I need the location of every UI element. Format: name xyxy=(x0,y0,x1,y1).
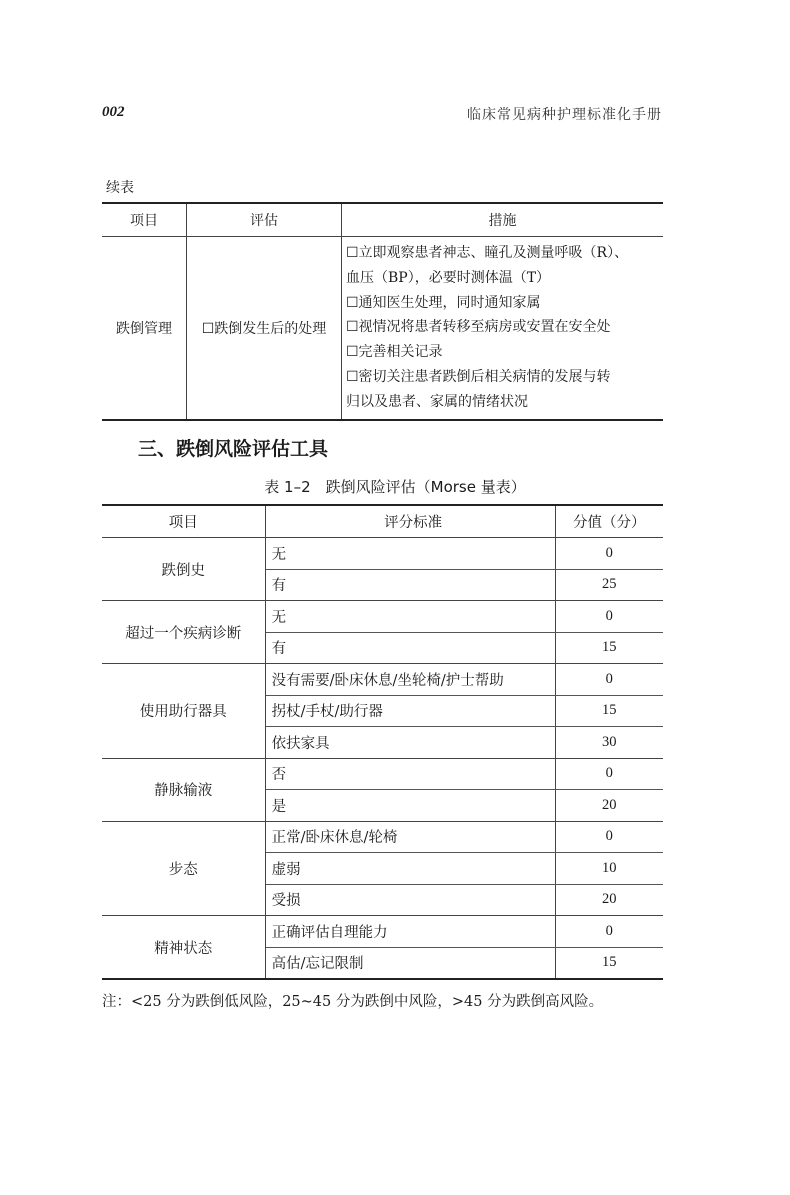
measure-line: 血压（BP），必要时测体温（T） xyxy=(346,269,551,286)
running-header-title: 临床常见病种护理标准化手册 xyxy=(467,107,662,123)
morse-scale-table xyxy=(102,504,663,980)
table-row xyxy=(102,664,663,696)
score-cell: 30 xyxy=(555,727,663,759)
page-number: 002 xyxy=(102,104,125,120)
table-row xyxy=(102,916,663,948)
column-header-score: 分值（分） xyxy=(555,505,663,538)
criterion-cell: 正常/卧床休息/轮椅 xyxy=(265,821,555,853)
section-title: 三、跌倒风险评估工具 xyxy=(138,438,329,460)
column-header-measures: 措施 xyxy=(342,203,664,237)
score-cell: 20 xyxy=(555,790,663,822)
category-cell: 跌倒史 xyxy=(102,538,265,601)
score-cell: 15 xyxy=(555,695,663,727)
score-cell: 0 xyxy=(555,664,663,696)
measure-line: ☐密切关注患者跌倒后相关病情的发展与转 xyxy=(346,368,611,385)
score-cell: 0 xyxy=(555,538,663,570)
column-header-item: 项目 xyxy=(102,505,265,538)
criterion-cell: 否 xyxy=(265,758,555,790)
continued-table-label: 续表 xyxy=(106,180,134,196)
fall-management-table xyxy=(102,202,663,421)
criterion-cell: 有 xyxy=(265,569,555,601)
measure-line: ☐完善相关记录 xyxy=(346,344,443,361)
criterion-cell: 无 xyxy=(265,538,555,570)
category-cell: 精神状态 xyxy=(102,916,265,980)
column-header-item: 项目 xyxy=(102,203,187,237)
category-cell: 静脉输液 xyxy=(102,758,265,821)
category-cell: 超过一个疾病诊断 xyxy=(102,601,265,664)
category-cell: 步态 xyxy=(102,821,265,916)
criterion-cell: 正确评估自理能力 xyxy=(265,916,555,948)
score-cell: 0 xyxy=(555,758,663,790)
score-cell: 25 xyxy=(555,569,663,601)
table-row xyxy=(102,821,663,853)
score-cell: 10 xyxy=(555,853,663,885)
category-cell: 使用助行器具 xyxy=(102,664,265,759)
table-row xyxy=(102,237,663,420)
criterion-cell: 受损 xyxy=(265,884,555,916)
score-cell: 0 xyxy=(555,601,663,633)
table-header-row xyxy=(102,203,663,237)
table-header-row xyxy=(102,505,663,538)
score-cell: 15 xyxy=(555,947,663,979)
table-row xyxy=(102,538,663,570)
column-header-criteria: 评分标准 xyxy=(265,505,555,538)
criterion-cell: 有 xyxy=(265,632,555,664)
criterion-cell: 是 xyxy=(265,790,555,822)
table-row xyxy=(102,601,663,633)
criterion-cell: 虚弱 xyxy=(265,853,555,885)
score-cell: 20 xyxy=(555,884,663,916)
measure-line: ☐立即观察患者神志、瞳孔及测量呼吸（R）、 xyxy=(346,245,629,261)
measure-line: 归以及患者、家属的情绪状况 xyxy=(346,393,528,410)
criterion-cell: 依扶家具 xyxy=(265,727,555,759)
measure-line: ☐视情况将患者转移至病房或安置在安全处 xyxy=(346,319,611,336)
table-caption: 表 1–2 跌倒风险评估（Morse 量表） xyxy=(264,478,526,496)
table-row xyxy=(102,758,663,790)
score-cell: 0 xyxy=(555,821,663,853)
score-cell: 0 xyxy=(555,916,663,948)
criterion-cell: 高估/忘记限制 xyxy=(265,947,555,979)
assessment-cell: ☐跌倒发生后的处理 xyxy=(187,237,342,420)
criterion-cell: 拐杖/手杖/助行器 xyxy=(265,695,555,727)
measure-line: ☐通知医生处理，同时通知家属 xyxy=(346,294,541,311)
item-cell: 跌倒管理 xyxy=(102,237,187,420)
table-note: 注：<25 分为跌倒低风险，25~45 分为跌倒中风险，>45 分为跌倒高风险。 xyxy=(102,994,604,1010)
column-header-assessment: 评估 xyxy=(187,203,342,237)
score-cell: 15 xyxy=(555,632,663,664)
criterion-cell: 没有需要/卧床休息/坐轮椅/护士帮助 xyxy=(265,664,555,696)
measures-cell xyxy=(342,237,664,420)
criterion-cell: 无 xyxy=(265,601,555,633)
